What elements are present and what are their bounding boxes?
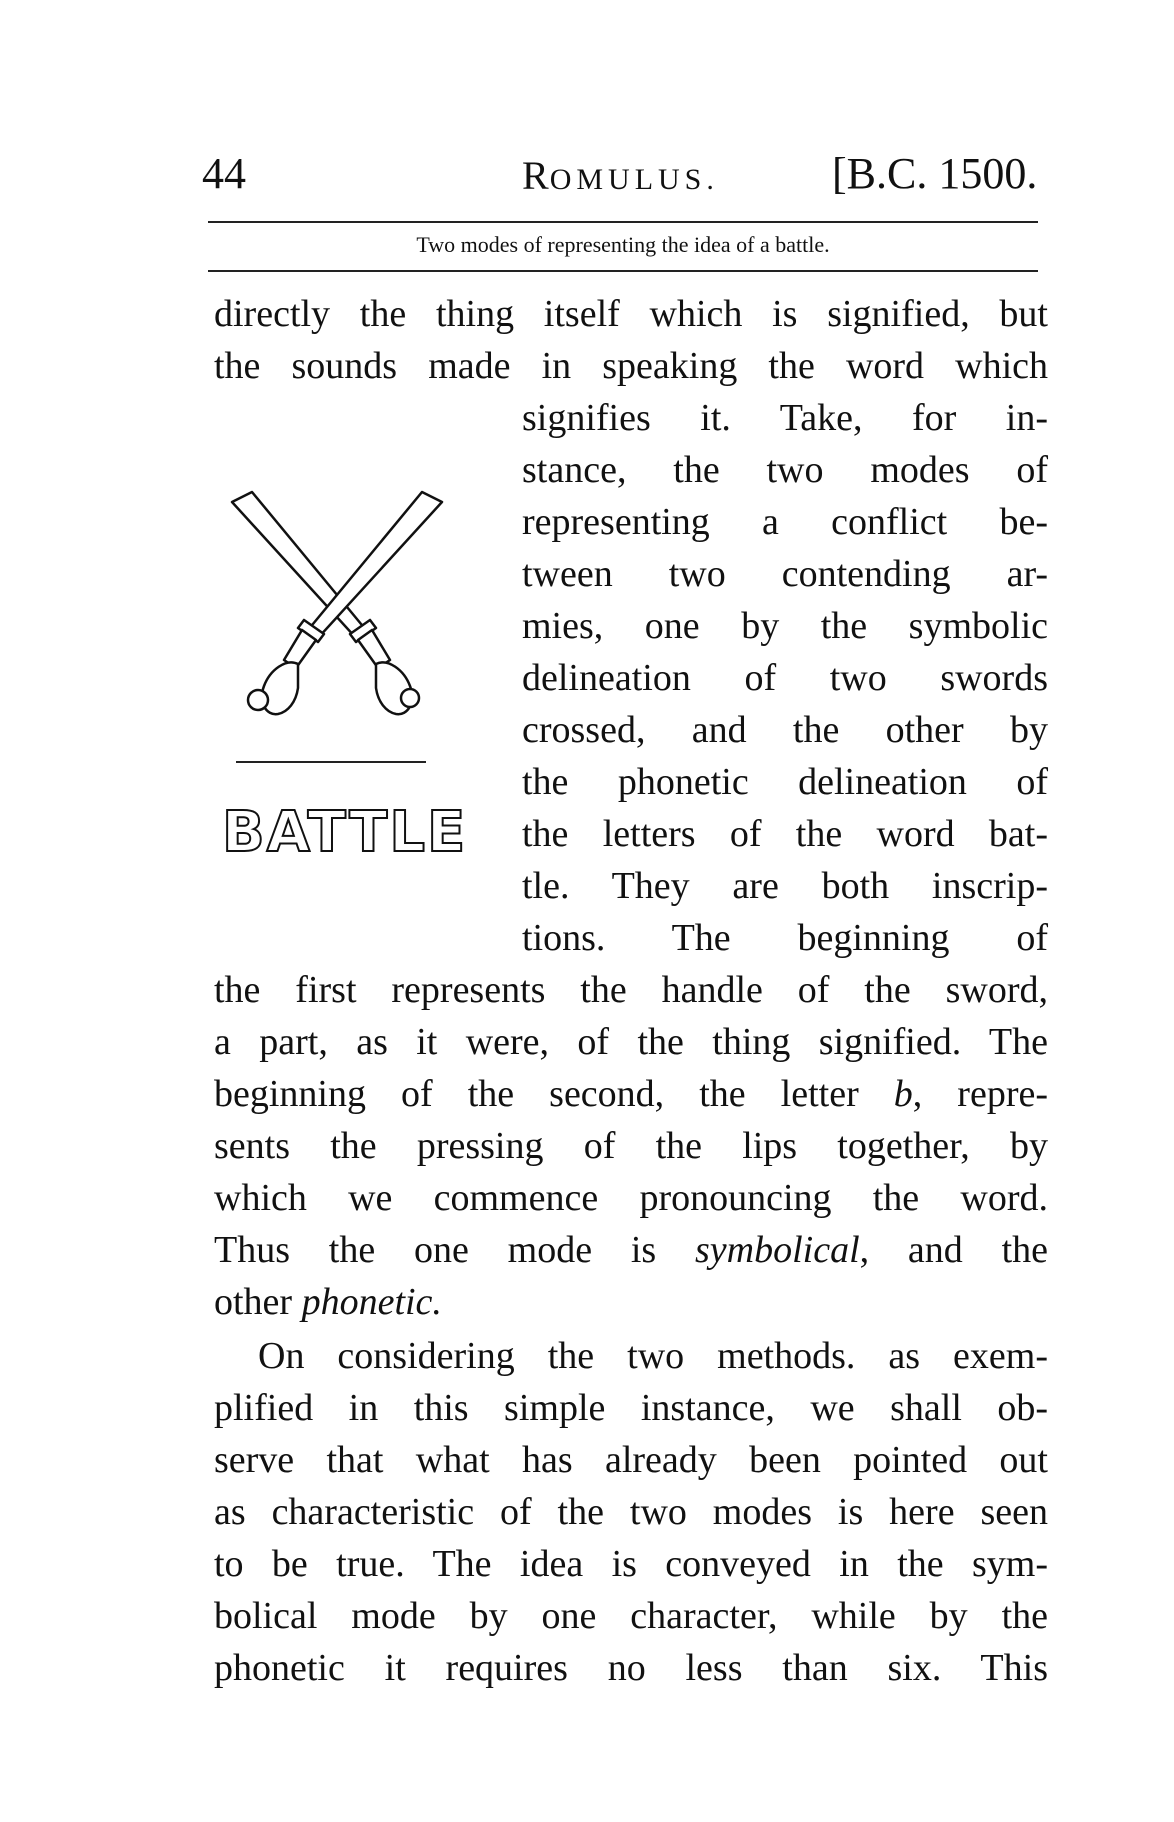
text-line: On considering the two methods. as exem-	[258, 1335, 1048, 1377]
italic-letter-b: b	[893, 1073, 913, 1115]
running-title-initial: R	[522, 153, 550, 198]
running-title	[522, 152, 719, 199]
battle-word-illustration: BATTLE	[222, 800, 468, 865]
text-line: mies, one by the symbolic	[522, 605, 1048, 647]
text-line: which we commence pronouncing the word.	[214, 1177, 1048, 1219]
text-segment: beginning of the second, the letter	[214, 1073, 859, 1115]
text-line: bolical mode by one character, while by the	[214, 1595, 1048, 1637]
text-segment: , repre-	[912, 1073, 1048, 1115]
text-line: plified in this simple instance, we shall ob-	[214, 1387, 1048, 1429]
page-number: 44	[202, 149, 246, 198]
text-line: crossed, and the other by	[522, 709, 1048, 751]
text-line: the sounds made in speaking the word which	[214, 345, 1048, 387]
page-summary: Two modes of representing the idea of a battle.	[416, 232, 830, 257]
text-line: directly the thing itself which is signified, but	[214, 293, 1048, 335]
sword-left	[232, 492, 419, 714]
text-segment: , and the	[859, 1229, 1049, 1271]
text-line: stance, the two modes of	[522, 449, 1048, 491]
crossed-swords-illustration	[226, 488, 448, 720]
text-line	[214, 1068, 1048, 1120]
text-line: sents the pressing of the lips together, by	[214, 1125, 1048, 1167]
text-line: signifies it. Take, for in-	[522, 397, 1048, 439]
text-line: tle. They are both inscrip-	[522, 865, 1048, 907]
header-rule-top	[208, 221, 1038, 223]
text-line: phonetic it requires no less than six. This	[214, 1647, 1048, 1689]
text-segment: other	[214, 1281, 293, 1323]
text-line: tween two contending ar-	[522, 553, 1048, 595]
running-date: [B.C. 1500.	[832, 149, 1038, 198]
text-line: a part, as it were, of the thing signified. The	[214, 1021, 1048, 1063]
running-title-rest: OMULUS.	[549, 163, 719, 196]
text-segment: Thus the one mode is	[214, 1229, 657, 1271]
text-line: representing a conflict be-	[522, 501, 1048, 543]
text-line	[214, 1276, 1048, 1328]
text-line: serve that what has already been pointed out	[214, 1439, 1048, 1481]
italic-word-phonetic: phonetic.	[301, 1281, 442, 1323]
text-line: the letters of the word bat-	[522, 813, 1048, 855]
text-line: as characteristic of the two modes is here seen	[214, 1491, 1048, 1533]
italic-word-symbolical: symbolical	[695, 1229, 860, 1271]
text-line	[214, 1224, 1048, 1276]
text-line: the first represents the handle of the sword,	[214, 969, 1048, 1011]
header-rule-bottom	[208, 270, 1038, 272]
text-line: to be true. The idea is conveyed in the sym-	[214, 1543, 1048, 1585]
text-line: delineation of two swords	[522, 657, 1048, 699]
text-line: tions. The beginning of	[522, 917, 1048, 959]
figure-divider	[236, 761, 426, 763]
text-line: the phonetic delineation of	[522, 761, 1048, 803]
